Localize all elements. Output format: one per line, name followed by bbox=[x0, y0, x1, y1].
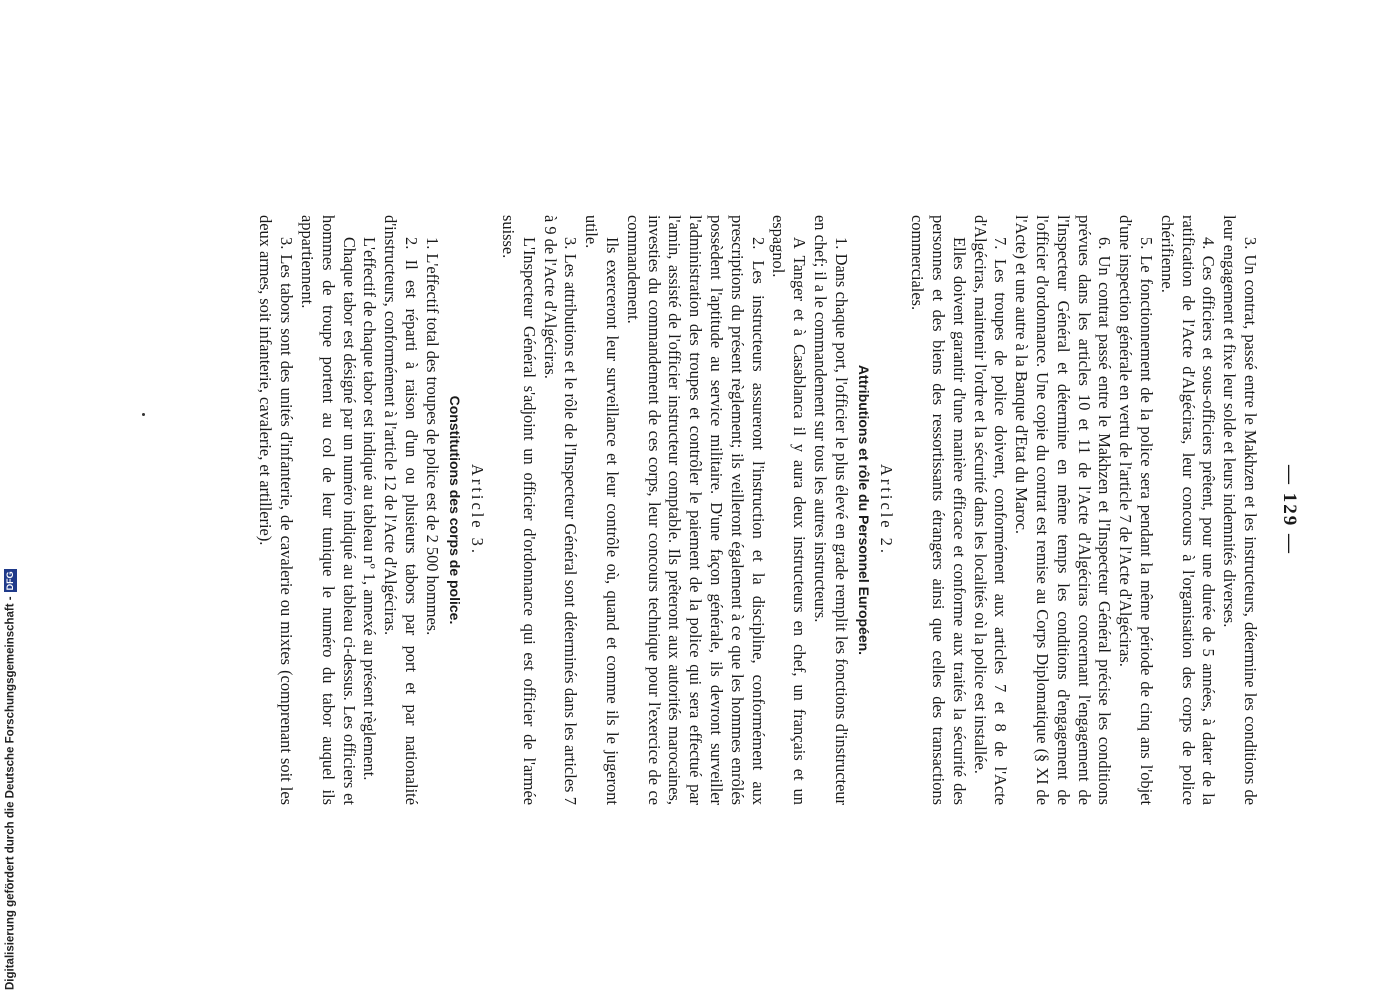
credit-text: Digitalisierung gefördert durch die Deutsche Forschungsgemeinschaft - bbox=[4, 596, 17, 990]
paragraph: 3. Les tabors sont des unités d'infanterie, de cavalerie ou mixtes (comprenant soit les deux armes, soit infanterie, cavalerie, et artillerie). bbox=[256, 215, 297, 805]
paragraph: 2. Il est réparti à raison d'un ou plusieurs tabors par port et par nationalité d'instructeurs, conformément à l'article 12 de l'Acte d'Algéciras. bbox=[381, 215, 421, 805]
rotated-page bbox=[180, 215, 1300, 805]
paragraph: 3. Un contrat, passé entre le Makhzen et les instructeurs, détermine les conditions de leur engagement et fixe leur solde et leurs indemnités diverses. bbox=[1220, 215, 1260, 805]
article-3-title: Article 3. bbox=[468, 464, 488, 556]
paragraph: Ils exerceront leur surveillance et leur contrôle où, quand et comme ils le jugeront utile. bbox=[582, 215, 623, 805]
digitization-credit bbox=[4, 569, 17, 990]
paragraph: L'Inspecteur Général s'adjoint un officier d'ordonnance qui est officier de l'armée suisse. bbox=[499, 215, 539, 805]
paragraph: 3. Les attributions et le rôle de l'Inspecteur Général sont déterminés dans les articles 7 à 9 de l'Acte d'Algéciras. bbox=[540, 215, 581, 805]
paragraph: L'effectif de chaque tabor est indiqué au tableau nº 1, annexé au présent règlement. bbox=[360, 237, 380, 781]
article-2-heading: Attributions et rôle du Personnel Européen. bbox=[855, 364, 872, 656]
paragraph: 6. Un contrat passé entre le Makhzen et l'Inspecteur Général précise les conditions prévues dans les articles 10 et 11 de l'Acte d'Algéciras concernant l'engagement de l'Inspecteur Général et détermine en même temps les conditions d'engagement de l'officier d'ordonnance. Une copie du contrat est remise au Corps Diplomatique (§ XI de l'Acte) et une autre à la Banque d'Etat du Maroc. bbox=[1012, 215, 1115, 805]
paragraph: 4. Ces officiers et sous-officiers prêtent, pour une durée de 5 années, à dater de la ratification de l'Acte d'Algéciras, leur concours à l'organisation des corps de police chérifienne. bbox=[1157, 215, 1219, 805]
scan-speck bbox=[142, 413, 145, 416]
page-number: — 129 — bbox=[1279, 465, 1300, 555]
article-3-heading: Constitutions des corps de police. bbox=[446, 395, 463, 625]
paragraph: 1. Dans chaque port, l'officier le plus élevé en grade remplit les fonctions d'instructeur en chef; il a le commandement sur tous les autres instructeurs. bbox=[811, 215, 851, 805]
paragraph: Elles doivent garantir d'une manière efficace et conforme aux traités la sécurité des personnes et des biens des ressortissants étrangers ainsi que celles des transactions commerciales. bbox=[908, 215, 969, 805]
dfg-logo-icon: DFG bbox=[5, 571, 15, 591]
paragraph: 1. L'effectif total des troupes de police est de 2 500 hommes. bbox=[422, 237, 442, 636]
paragraph: Chaque tabor est désigné par un numéro indiqué au tableau ci-dessus. Les officiers et hommes de troupe portent au col de leur tunique le numéro du tabor auquel ils appartiennent. bbox=[297, 215, 359, 805]
page-body bbox=[255, 215, 1260, 805]
paragraph: A Tanger et à Casablanca il y aura deux instructeurs en chef, un français et un espagnol. bbox=[769, 215, 810, 805]
paragraph: 2. Les instructeurs assureront l'instruction et la discipline, conformément aux prescriptions du présent règlement; ils veilleront également à ce que les hommes enrôlés possèdent l'aptitude au service militaire. D'une façon générale, ils devront surveiller l'administration des troupes et contrôler le paiement de la police qui sera effectué par l'amin, assisté de l'officier instructeur comptable. Ils prêteront aux autorités marocaines, investies du commandement de ces corps, leur concours technique pour l'exercice de ce commandement. bbox=[623, 215, 768, 805]
paragraph: 7. Les troupes de police doivent, conformément aux articles 7 et 8 de l'Acte d'Algéciras, maintenir l'ordre et la sécurité dans les localités où la police est installée. bbox=[970, 215, 1011, 805]
article-2-title: Article 2. bbox=[877, 464, 897, 556]
paragraph: 5. Le fonctionnement de la police sera pendant la même période de cinq ans l'objet d'une inspection générale en vertu de l'article 7 de l'Acte d'Algéciras. bbox=[1116, 215, 1157, 805]
